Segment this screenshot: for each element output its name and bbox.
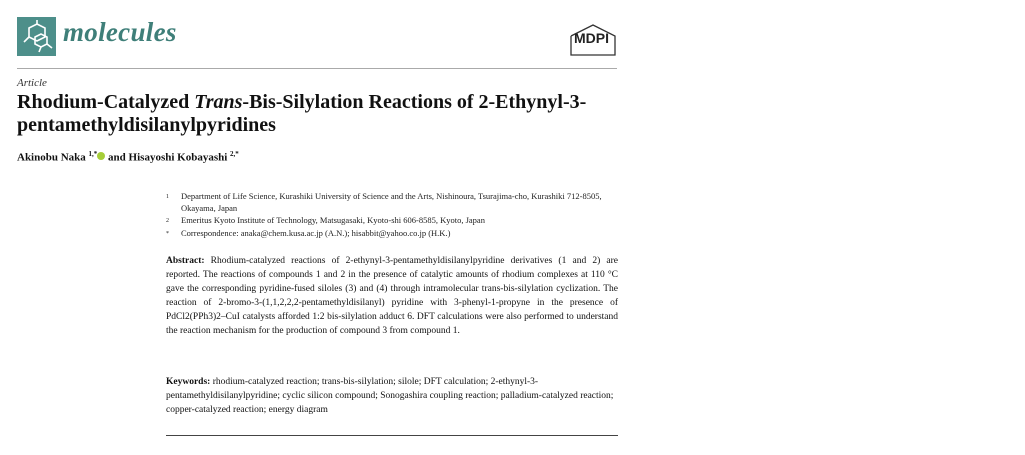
- author-name[interactable]: Akinobu Naka: [17, 151, 86, 164]
- keywords: [166, 375, 618, 417]
- author-affiliation-mark: 2,*: [230, 150, 239, 158]
- affiliation-item: [166, 214, 621, 227]
- publisher-name: MDPI: [574, 30, 609, 46]
- keywords-label: Keywords:: [166, 377, 211, 387]
- abstract-text: Rhodium-catalyzed reactions of 2-ethynyl-3-pentamethyldisilanylpyridine derivatives (1 and 2) are reported. The reactions of compounds 1 and 2 in the presence of catalytic amounts of rhodium complexes at 110 °C gave the corresponding pyridine-fused siloles (3) and (4) through intramolecular trans-bis-silylation cyclization. The reaction of 2-bromo-3-(1,1,2,2,2-pentamethyldisilanyl) pyridine with 3-phenyl-1-propyne in the presence of PdCl2(PPh3)2–CuI catalysts afforded 1:2 bis-silylation adduct 6. DFT calculations were also performed to understand the reaction mechanism for the production of compound 3 from compound 1.: [166, 256, 618, 336]
- abstract: [166, 254, 618, 338]
- journal-name: molecules: [63, 17, 177, 47]
- title-italic: Trans: [194, 91, 243, 113]
- author-conjunction: and: [108, 151, 126, 164]
- header-divider: [17, 68, 617, 69]
- article-title: [17, 91, 617, 137]
- affiliation-mark: 1: [166, 194, 169, 200]
- article-type: Article: [17, 77, 47, 89]
- affiliation-text: Department of Life Science, Kurashiki University of Science and the Arts, Nishinoura, Tsurajima-cho, Kurashiki 712-8505, Okayama, Japan: [181, 191, 602, 213]
- molecule-logo-icon: [17, 17, 56, 56]
- journal-logo: [17, 17, 56, 56]
- abstract-label: Abstract:: [166, 256, 205, 266]
- affiliation-mark: 2: [166, 218, 169, 224]
- correspondence-text[interactable]: Correspondence: anaka@chem.kusa.ac.jp (A.N.); hisabbit@yahoo.co.jp (H.K.): [181, 228, 451, 238]
- title-part-1: Rhodium-Catalyzed: [17, 91, 195, 113]
- correspondence-item: [166, 227, 621, 240]
- affiliation-text: Emeritus Kyoto Institute of Technology, Matsugasaki, Kyoto-shi 606-8585, Kyoto, Japan: [181, 215, 485, 225]
- keywords-text: rhodium-catalyzed reaction; trans-bis-silylation; silole; DFT calculation; 2-ethynyl-3-pentamethyldisilanylpyridine; cyclic silicon compound; Sonogashira coupling reaction; palladium-catalyzed reaction; copper-catalyzed reaction; energy diagram: [166, 377, 614, 415]
- correspondence-mark: *: [166, 231, 169, 237]
- author-list: [17, 150, 239, 164]
- author-name[interactable]: Hisayoshi Kobayashi: [128, 151, 228, 164]
- author-affiliation-mark: 1,*: [88, 150, 98, 158]
- section-divider: [166, 435, 618, 436]
- affiliation-item: [166, 190, 621, 214]
- affiliations: [166, 190, 621, 240]
- orcid-icon[interactable]: [97, 152, 105, 160]
- title-part-2: -Bis-Silylation Reactions of 2-Ethynyl-3-pentamethyldisilanylpyridines: [17, 91, 587, 136]
